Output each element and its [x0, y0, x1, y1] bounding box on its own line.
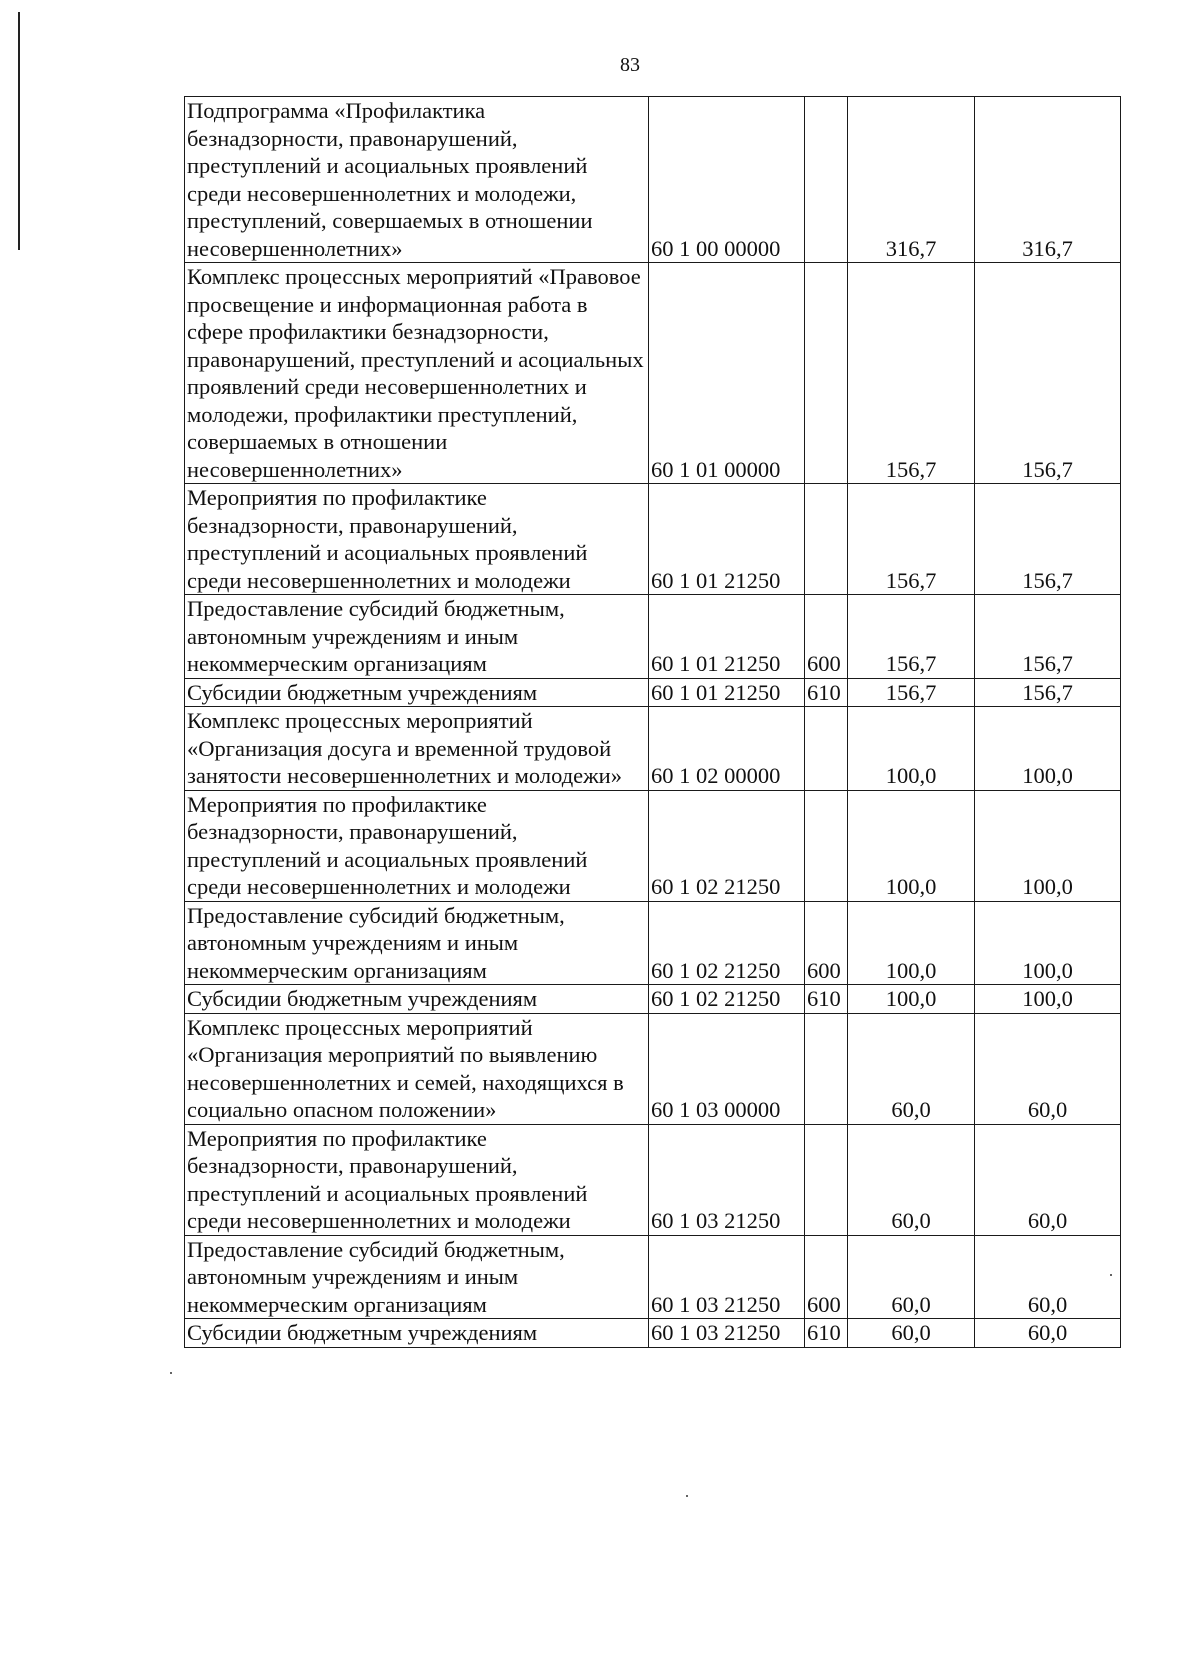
row-code: 60 1 01 21250: [649, 484, 805, 595]
table-row: [185, 595, 1121, 679]
row-name: Предоставление субсидий бюджетным, автономным учреждениям и иным некоммерческим организациям: [185, 595, 649, 679]
row-sum-2: 156,7: [975, 595, 1121, 679]
row-vr: 610: [805, 1319, 848, 1348]
row-sum-2: 156,7: [975, 263, 1121, 484]
row-code: 60 1 02 21250: [649, 985, 805, 1014]
row-name: Мероприятия по профилактике безнадзорности, правонарушений, преступлений и асоциальных проявлений среди несовершеннолетних и молодежи: [185, 790, 649, 901]
row-sum-2: 156,7: [975, 484, 1121, 595]
row-sum-1: 316,7: [848, 97, 975, 263]
row-vr: 600: [805, 901, 848, 985]
row-sum-1: 60,0: [848, 1013, 975, 1124]
row-code: 60 1 02 00000: [649, 707, 805, 791]
row-sum-2: 100,0: [975, 790, 1121, 901]
row-code: 60 1 03 00000: [649, 1013, 805, 1124]
row-vr: 610: [805, 678, 848, 707]
row-code: 60 1 03 21250: [649, 1235, 805, 1319]
row-name: Предоставление субсидий бюджетным, автономным учреждениям и иным некоммерческим организациям: [185, 901, 649, 985]
row-sum-1: 60,0: [848, 1319, 975, 1348]
page-number: 83: [620, 54, 640, 76]
table-row: [185, 1319, 1121, 1348]
row-sum-1: 156,7: [848, 678, 975, 707]
row-name: Комплекс процессных мероприятий «Организация мероприятий по выявлению несовершеннолетних и семей, находящихся в социально опасном положении»: [185, 1013, 649, 1124]
row-name: Мероприятия по профилактике безнадзорности, правонарушений, преступлений и асоциальных проявлений среди несовершеннолетних и молодежи: [185, 484, 649, 595]
row-name: Комплекс процессных мероприятий «Правовое просвещение и информационная работа в сфере профилактики безнадзорности, правонарушений, преступлений и асоциальных проявлений среди несовершеннолетних и молодежи, профилактики преступлений, совершаемых в отношении несовершеннолетних»: [185, 263, 649, 484]
row-sum-1: 100,0: [848, 707, 975, 791]
row-vr: [805, 484, 848, 595]
row-vr: [805, 790, 848, 901]
row-vr: 610: [805, 985, 848, 1014]
table-row: [185, 901, 1121, 985]
row-code: 60 1 03 21250: [649, 1124, 805, 1235]
row-sum-1: 100,0: [848, 790, 975, 901]
row-sum-2: 316,7: [975, 97, 1121, 263]
row-name: Субсидии бюджетным учреждениям: [185, 678, 649, 707]
table-row: [185, 985, 1121, 1014]
row-code: 60 1 00 00000: [649, 97, 805, 263]
row-vr: 600: [805, 1235, 848, 1319]
scan-speck: [1110, 1274, 1112, 1276]
row-code: 60 1 01 21250: [649, 595, 805, 679]
row-sum-1: 156,7: [848, 263, 975, 484]
row-sum-2: 60,0: [975, 1235, 1121, 1319]
binding-line: [18, 12, 20, 250]
row-sum-2: 100,0: [975, 985, 1121, 1014]
row-name: Субсидии бюджетным учреждениям: [185, 1319, 649, 1348]
row-name: Подпрограмма «Профилактика безнадзорности, правонарушений, преступлений и асоциальных проявлений среди несовершеннолетних и молодежи, преступлений, совершаемых в отношении несовершеннолетних»: [185, 97, 649, 263]
table-row: [185, 790, 1121, 901]
row-sum-2: 60,0: [975, 1319, 1121, 1348]
row-vr: 600: [805, 595, 848, 679]
row-sum-2: 100,0: [975, 707, 1121, 791]
table-row: [185, 707, 1121, 791]
row-sum-2: 100,0: [975, 901, 1121, 985]
row-vr: [805, 263, 848, 484]
row-name: Комплекс процессных мероприятий «Организация досуга и временной трудовой занятости несовершеннолетних и молодежи»: [185, 707, 649, 791]
table-row: [185, 678, 1121, 707]
row-name: Мероприятия по профилактике безнадзорности, правонарушений, преступлений и асоциальных проявлений среди несовершеннолетних и молодежи: [185, 1124, 649, 1235]
row-code: 60 1 02 21250: [649, 901, 805, 985]
row-sum-2: 60,0: [975, 1124, 1121, 1235]
row-sum-1: 156,7: [848, 595, 975, 679]
row-name: Предоставление субсидий бюджетным, автономным учреждениям и иным некоммерческим организациям: [185, 1235, 649, 1319]
row-vr: [805, 1013, 848, 1124]
table-row: [185, 97, 1121, 263]
row-sum-1: 156,7: [848, 484, 975, 595]
row-code: 60 1 02 21250: [649, 790, 805, 901]
row-code: 60 1 01 21250: [649, 678, 805, 707]
row-sum-2: 156,7: [975, 678, 1121, 707]
row-sum-2: 60,0: [975, 1013, 1121, 1124]
row-vr: [805, 1124, 848, 1235]
scan-speck: [170, 1372, 172, 1374]
row-sum-1: 60,0: [848, 1124, 975, 1235]
row-code: 60 1 03 21250: [649, 1319, 805, 1348]
table-row: [185, 1235, 1121, 1319]
table-row: [185, 1124, 1121, 1235]
table-row: [185, 263, 1121, 484]
row-vr: [805, 707, 848, 791]
row-sum-1: 60,0: [848, 1235, 975, 1319]
budget-table: [184, 96, 1121, 1348]
scan-speck: [686, 1495, 688, 1497]
row-vr: [805, 97, 848, 263]
table-row: [185, 484, 1121, 595]
row-code: 60 1 01 00000: [649, 263, 805, 484]
row-sum-1: 100,0: [848, 901, 975, 985]
row-sum-1: 100,0: [848, 985, 975, 1014]
row-name: Субсидии бюджетным учреждениям: [185, 985, 649, 1014]
table-row: [185, 1013, 1121, 1124]
